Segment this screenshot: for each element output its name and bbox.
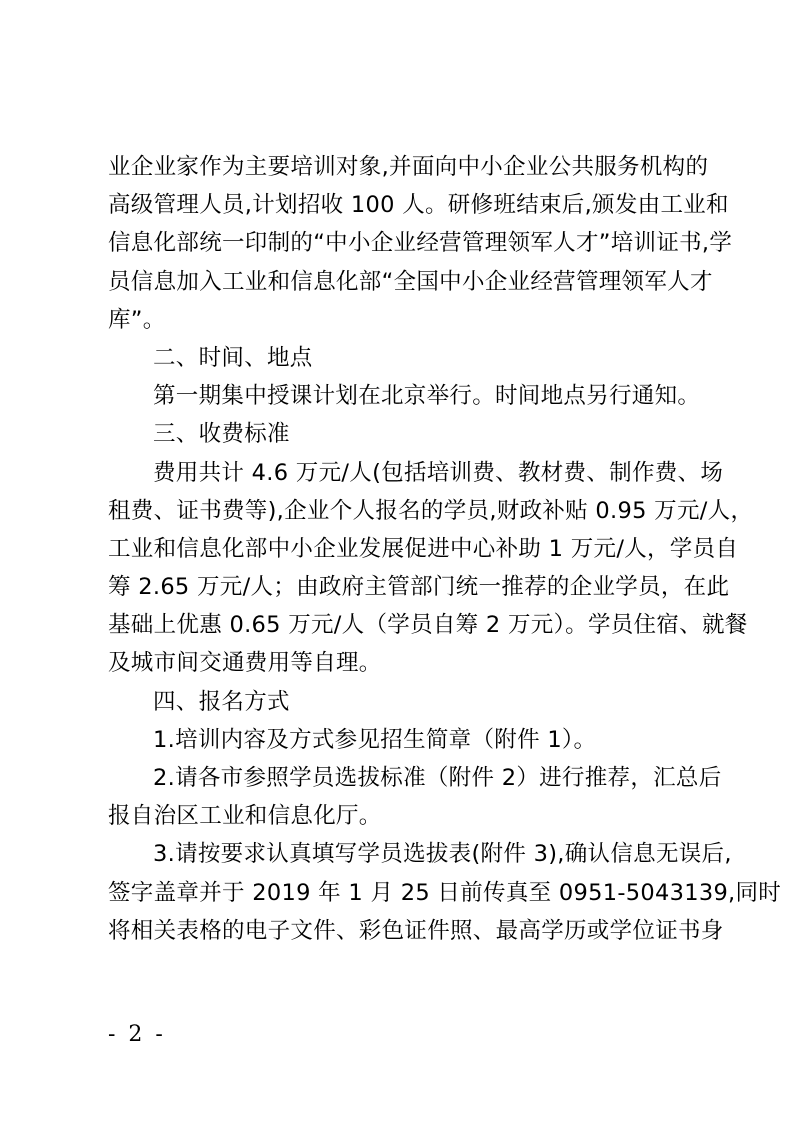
- paragraph-line: 费用共计 4.6 万元/人(包括培训费、教材费、制作费、场: [153, 459, 724, 486]
- page-number: - 2 -: [108, 1022, 166, 1047]
- paragraph-line: 报自治区工业和信息化厅。: [108, 803, 382, 830]
- document-body: [108, 148, 782, 950]
- paragraph-line: 库”。: [108, 306, 166, 333]
- paragraph-line: 业企业家作为主要培训对象,并面向中小企业公共服务机构的: [108, 154, 709, 180]
- paragraph-line: 1.培训内容及方式参见招生简章（附件 1）。: [153, 726, 597, 753]
- paragraph-line: 及城市间交通费用等自理。: [108, 650, 382, 677]
- paragraph-line: 高级管理人员,计划招收 100 人。研修班结束后,颁发由工业和: [108, 192, 729, 219]
- section-heading: 三、收费标准: [153, 421, 290, 448]
- paragraph-line: 基础上优惠 0.65 万元/人（学员自筹 2 万元）。学员住宿、就餐: [108, 612, 748, 639]
- paragraph-line: 租费、证书费等),企业个人报名的学员,财政补贴 0.95 万元/人，: [108, 497, 754, 524]
- paragraph-line: 3.请按要求认真填写学员选拔表(附件 3),确认信息无误后,: [153, 841, 732, 868]
- paragraph-line: 员信息加入工业和信息化部“全国中小企业经营管理领军人才: [108, 268, 713, 295]
- paragraph-line: 工业和信息化部中小企业发展促进中心补助 1 万元/人，学员自: [108, 535, 739, 562]
- paragraph-line: 筹 2.65 万元/人；由政府主管部门统一推荐的企业学员，在此: [108, 574, 730, 601]
- paragraph-line: 2.请各市参照学员选拔标准（附件 2）进行推荐，汇总后: [153, 765, 722, 791]
- section-heading: 二、时间、地点: [153, 344, 313, 371]
- paragraph-line: 第一期集中授课计划在北京举行。时间地点另行通知。: [153, 383, 701, 410]
- paragraph-line: 将相关表格的电子文件、彩色证件照、最高学历或学位证书身: [108, 917, 724, 944]
- paragraph-line: 信息化部统一印制的“中小企业经营管理领军人才”培训证书,学: [108, 230, 733, 257]
- paragraph-line: 签字盖章并于 2019 年 1 月 25 日前传真至 0951-5043139,同时: [108, 879, 782, 906]
- section-heading: 四、报名方式: [153, 688, 290, 715]
